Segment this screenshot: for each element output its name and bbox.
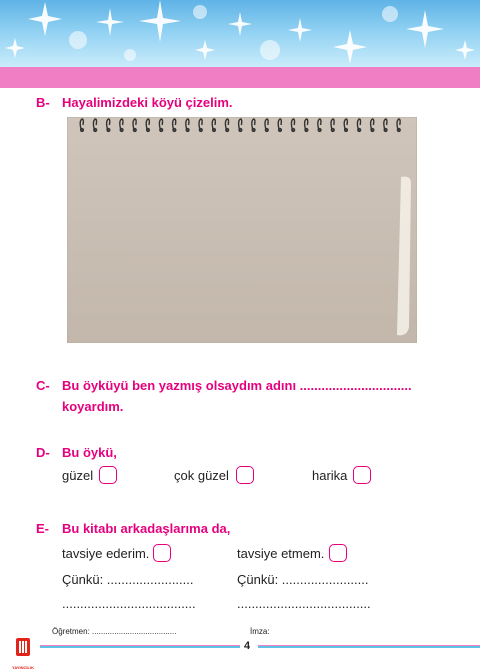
publisher-logo xyxy=(10,636,36,670)
ring-hole xyxy=(239,129,242,132)
section-c-line2: koyardım. xyxy=(62,399,124,414)
ring-hole xyxy=(397,129,400,132)
section-b-title: Hayalimizdeki köyü çizelim. xyxy=(62,95,233,110)
ring-hole xyxy=(265,129,268,132)
option-cok-guzel-checkbox[interactable] xyxy=(236,466,254,484)
option-cok-guzel-label: çok güzel xyxy=(174,468,229,483)
page-number: 4 xyxy=(244,640,251,652)
ring-hole xyxy=(384,129,387,132)
ring-hole xyxy=(186,129,189,132)
because-right[interactable]: Çünkü: ........................ xyxy=(237,572,369,587)
section-e-title: Bu kitabı arkadaşlarıma da, xyxy=(62,521,231,536)
recommend-checkbox[interactable] xyxy=(153,544,171,562)
notebook-illustration xyxy=(67,117,417,343)
publisher-logo-text: YAYINCILIK xyxy=(12,665,34,670)
ring-hole xyxy=(81,129,84,132)
ring-hole xyxy=(160,129,163,132)
answer-line-left[interactable]: ..................................... xyxy=(62,596,196,611)
ring-hole xyxy=(213,129,216,132)
ring-hole xyxy=(292,129,295,132)
section-b-label: B- xyxy=(36,95,50,110)
ring-hole xyxy=(133,129,136,132)
ring-hole xyxy=(107,129,110,132)
ring-hole xyxy=(226,129,229,132)
section-d-title: Bu öykü, xyxy=(62,445,117,460)
option-harika-label: harika xyxy=(312,468,348,483)
option-guzel-checkbox[interactable] xyxy=(99,466,117,484)
ring-hole xyxy=(371,129,374,132)
answer-line-right[interactable]: ..................................... xyxy=(237,596,371,611)
header-pink-band xyxy=(0,67,480,88)
section-c-label: C- xyxy=(36,378,50,393)
sparkle-stars-decoration xyxy=(0,0,480,67)
footer-divider xyxy=(0,645,480,649)
option-harika-checkbox[interactable] xyxy=(353,466,371,484)
ring-hole xyxy=(331,129,334,132)
section-c-line1: Bu öyküyü ben yazmış olsaydım adını ............................... xyxy=(62,378,412,393)
option-guzel-label: güzel xyxy=(62,468,94,483)
not-recommend-checkbox[interactable] xyxy=(329,544,347,562)
not-recommend-label: tavsiye etmem. xyxy=(237,546,325,561)
teacher-field: Öğretmen: ...................................... xyxy=(52,627,177,636)
ring-hole xyxy=(279,129,282,132)
ring-hole xyxy=(199,129,202,132)
ring-hole xyxy=(147,129,150,132)
ring-hole xyxy=(305,129,308,132)
ring-hole xyxy=(173,129,176,132)
ring-hole xyxy=(120,129,123,132)
recommend-label: tavsiye ederim. xyxy=(62,546,150,561)
drawing-notebook[interactable] xyxy=(67,117,417,343)
section-d-label: D- xyxy=(36,445,50,460)
ring-hole xyxy=(358,129,361,132)
ring-hole xyxy=(94,129,97,132)
signature-field: İmza: xyxy=(250,627,270,636)
ring-hole xyxy=(345,129,348,132)
because-left[interactable]: Çünkü: ........................ xyxy=(62,572,194,587)
ring-hole xyxy=(318,129,321,132)
header-sky-banner xyxy=(0,0,480,67)
ring-hole xyxy=(252,129,255,132)
section-e-label: E- xyxy=(36,521,49,536)
